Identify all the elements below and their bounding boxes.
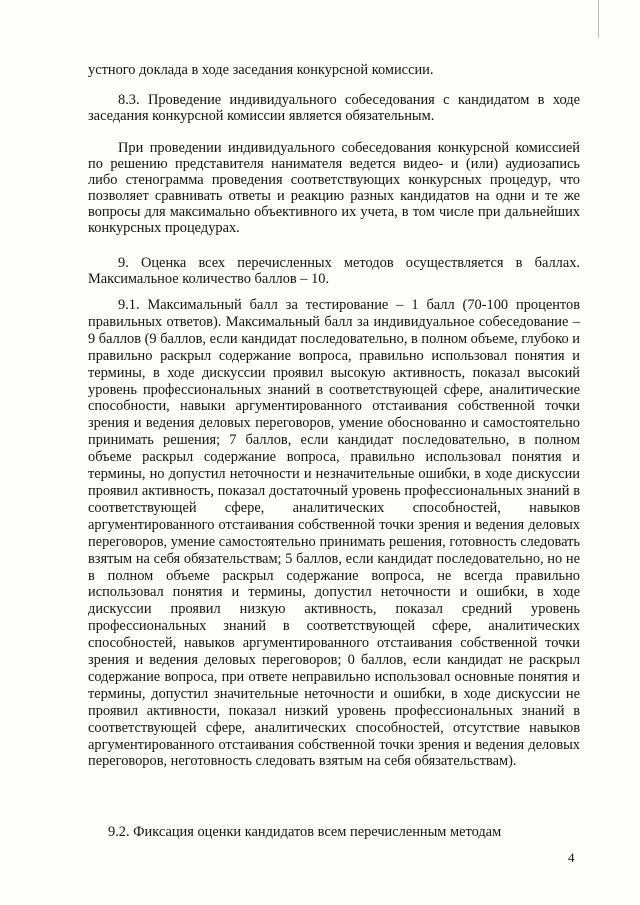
page-number: 4 — [568, 850, 575, 865]
scan-edge-mark — [598, 0, 599, 38]
paragraph-9-1: 9.1. Максимальный балл за тестирование – 1 балл (70-100 процентов правильных ответов). Максимальный балл за индивидуальное собеседование – 9 баллов (9 баллов, если кандидат последовательно, в полном объеме, глубоко и правильно раскрыл содержание вопроса, правильно использовал понятия и термины, в ходе дискуссии проявил высокую активность, показал высокий уровень профессиональных знаний в соответствующей сфере, аналитические способности, навыки аргументированного отстаивания собственной точки зрения и ведения деловых переговоров, умение обоснованно и самостоятельно принимать решения; 7 баллов, если кандидат последовательно, в полном объеме раскрыл содержание вопроса, правильно использовал понятия и термины, но допустил неточности и незначительные ошибки, в ходе дискуссии проявил активность, показал достаточный уровень профессиональных знаний в соответствующей сфере, аналитических способностей, навыков аргументированного отстаивания собственной точки зрения и ведения деловых переговоров, умение самостоятельно принимать решения, готовность следовать взятым на себя обязательствам; 5 баллов, если кандидат последовательно, но не в полном объеме раскрыл содержание вопроса, не всегда правильно использовал понятия и термины, допустил неточности и ошибки, в ходе дискуссии проявил низкую активность, показал средний уровень профессиональных знаний в соответствующей сфере, аналитических способностей, навыков аргументированного отстаивания собственной точки зрения и ведения деловых переговоров; 0 баллов, если кандидат не раскрыл содержание вопроса, при ответе неправильно использовал основные понятия и термины, допустил значительные неточности и ошибки, в ходе дискуссии не проявил активности, показал низкий уровень профессиональных знаний в соответствующей сфере, аналитических способностей, отсутствие навыков аргументированного отстаивания собственной точки зрения и ведения деловых переговоров, неготовность следовать взятым на себя обязательствам). — [88, 297, 580, 770]
paragraph-9-2: 9.2. Фиксация оценки кандидатов всем перечисленным методам — [108, 824, 502, 840]
paragraph-recording: При проведении индивидуального собеседования конкурсной комиссией по решению представителя нанимателя ведется видео- и (или) аудиозапись либо стенограмма проведения соответствующих конкурсных процедур, что позволяет сравнивать ответы и реакцию разных кандидатов на одни и те же вопросы для максимально объективного их учета, в том числе при дальнейших конкурсных процедурах. — [88, 140, 580, 236]
paragraph-9: 9. Оценка всех перечисленных методов осуществляется в баллах. Максимальное количество баллов – 10. — [88, 255, 580, 287]
paragraph-continuation: устного доклада в ходе заседания конкурсной комиссии. — [88, 62, 434, 78]
paragraph-8-3: 8.3. Проведение индивидуального собеседования с кандидатом в ходе заседания конкурсной комиссии является обязательным. — [88, 92, 580, 124]
